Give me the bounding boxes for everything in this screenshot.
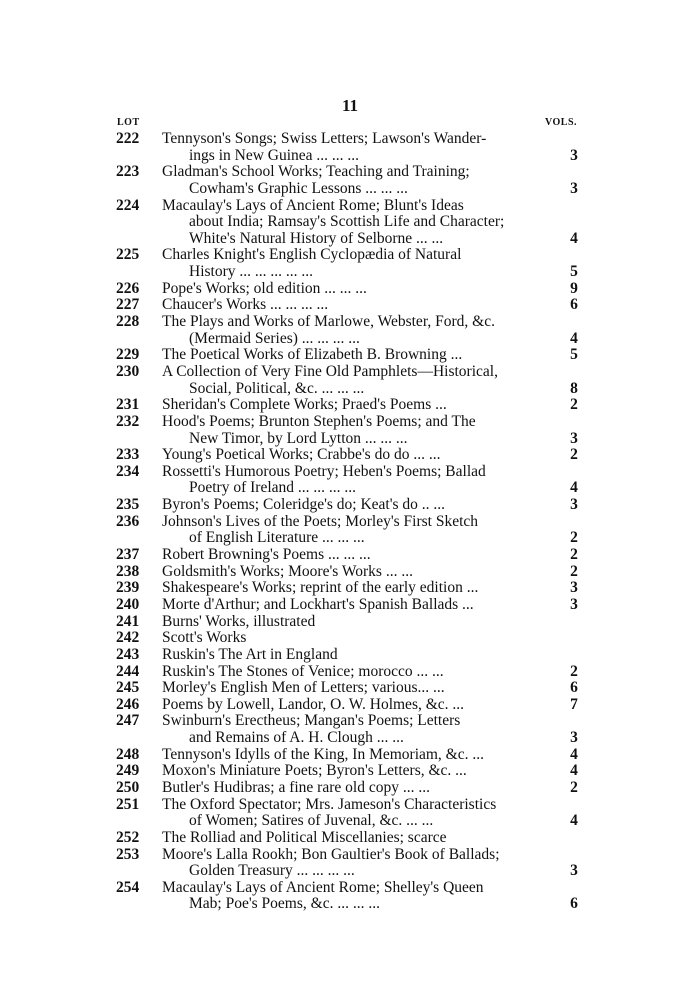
lot-continuation-line xyxy=(0,381,700,398)
lot-number: 244 xyxy=(116,662,140,680)
lot-description: Morley's English Men of Letters; various... ... xyxy=(162,680,445,697)
lot-number: 243 xyxy=(116,645,140,663)
lot-description: Shakespeare's Works; reprint of the early edition ... xyxy=(162,580,479,597)
lot-continuation-line xyxy=(0,863,700,880)
volume-count: 7 xyxy=(570,695,578,713)
lot-number: 228 xyxy=(116,313,140,331)
volume-count: 3 xyxy=(570,146,578,164)
lot-column-header: LOT xyxy=(117,117,140,128)
volume-count: 5 xyxy=(570,346,578,364)
lot-description: Poems by Lowell, Landor, O. W. Holmes, &c. ... xyxy=(162,696,465,713)
lot-description: ings in New Guinea ... ... ... xyxy=(189,147,360,164)
lot-line xyxy=(0,880,700,897)
volume-count: 4 xyxy=(570,762,578,780)
lot-number: 222 xyxy=(116,130,140,147)
lot-line xyxy=(0,198,700,215)
lot-description: Morte d'Arthur; and Lockhart's Spanish Ballads ... xyxy=(162,596,474,613)
volume-count: 8 xyxy=(570,379,578,397)
lot-number: 250 xyxy=(116,778,140,796)
lot-description: of English Literature ... ... ... xyxy=(189,530,365,547)
lot-line xyxy=(0,547,700,564)
lot-continuation-line xyxy=(0,148,700,165)
lot-continuation-line xyxy=(0,480,700,497)
lot-description: (Mermaid Series) ... ... ... ... xyxy=(189,330,360,347)
lot-description: Macaulay's Lays of Ancient Rome; Shelley's Queen xyxy=(162,879,484,896)
volume-count: 2 xyxy=(570,446,578,464)
lot-line xyxy=(0,780,700,797)
lot-number: 249 xyxy=(116,762,140,780)
lot-continuation-line xyxy=(0,181,700,198)
lot-number: 233 xyxy=(116,446,140,464)
lot-number: 248 xyxy=(116,745,140,763)
volume-count: 4 xyxy=(570,329,578,347)
lot-line xyxy=(0,497,700,514)
lot-line xyxy=(0,364,700,381)
lot-number: 230 xyxy=(116,362,140,380)
volume-count: 3 xyxy=(570,179,578,197)
lot-description: Burns' Works, illustrated xyxy=(162,613,316,630)
lot-line xyxy=(0,314,700,331)
lot-line xyxy=(0,697,700,714)
lot-number: 253 xyxy=(116,845,140,863)
lot-continuation-line xyxy=(0,214,700,231)
lot-number: 223 xyxy=(116,163,140,181)
volume-count: 4 xyxy=(570,229,578,247)
lot-number: 251 xyxy=(116,795,140,813)
lot-description: The Rolliad and Political Miscellanies; scarce xyxy=(162,829,447,846)
lot-description: A Collection of Very Fine Old Pamphlets—Historical, xyxy=(162,363,498,380)
lot-number: 226 xyxy=(116,279,140,297)
lot-description: The Poetical Works of Elizabeth B. Browning ... xyxy=(162,347,463,364)
lot-description: Byron's Poems; Coleridge's do; Keat's do .. ... xyxy=(162,497,446,514)
lot-description: Gladman's School Works; Teaching and Training; xyxy=(162,164,470,181)
lot-description: Ruskin's The Stones of Venice; morocco ... ... xyxy=(162,663,444,680)
vols-column-header: VOLS. xyxy=(545,117,578,128)
lot-description: of Women; Satires of Juvenal, &c. ... ... xyxy=(189,813,434,830)
lot-number: 227 xyxy=(116,296,140,314)
lot-description: White's Natural History of Selborne ... ... xyxy=(189,230,444,247)
lot-number: 235 xyxy=(116,496,140,514)
lot-description: New Timor, by Lord Lytton ... ... ... xyxy=(189,430,408,447)
lot-description: Swinburn's Erectheus; Mangan's Poems; Letters xyxy=(162,713,461,730)
volume-count: 3 xyxy=(570,862,578,880)
volume-count: 3 xyxy=(570,429,578,447)
lot-line xyxy=(0,464,700,481)
volume-count: 3 xyxy=(570,496,578,514)
lot-description: Scott's Works xyxy=(162,630,247,647)
lot-description: Rossetti's Humorous Poetry; Heben's Poems; Ballad xyxy=(162,463,486,480)
page-number: 11 xyxy=(341,96,359,115)
lot-number: 239 xyxy=(116,579,140,597)
lot-description: Butler's Hudibras; a fine rare old copy ... ... xyxy=(162,779,430,796)
volume-count: 5 xyxy=(570,263,578,281)
lot-number: 236 xyxy=(116,512,140,530)
lot-number: 245 xyxy=(116,679,140,697)
lot-line xyxy=(0,247,700,264)
lot-line xyxy=(0,564,700,581)
lot-line xyxy=(0,630,700,647)
lot-number: 241 xyxy=(116,612,140,630)
lot-description: Pope's Works; old edition ... ... ... xyxy=(162,280,367,297)
lot-description: Social, Political, &c. ... ... ... xyxy=(189,380,365,397)
volume-count: 9 xyxy=(570,279,578,297)
lot-number: 234 xyxy=(116,462,140,480)
lot-number: 229 xyxy=(116,346,140,364)
volume-count: 3 xyxy=(570,579,578,597)
lot-description: The Oxford Spectator; Mrs. Jameson's Characteristics xyxy=(162,796,497,813)
lot-description: Golden Treasury ... ... ... ... xyxy=(189,863,355,880)
lot-description: Cowham's Graphic Lessons ... ... ... xyxy=(189,180,408,197)
lot-number: 247 xyxy=(116,712,140,730)
lot-continuation-line xyxy=(0,264,700,281)
lot-description: Mab; Poe's Poems, &c. ... ... ... xyxy=(189,896,380,913)
volume-count: 2 xyxy=(570,778,578,796)
lot-number: 224 xyxy=(116,196,140,214)
lot-description: The Plays and Works of Marlowe, Webster, Ford, &c. xyxy=(162,314,495,331)
lot-continuation-line xyxy=(0,530,700,547)
lot-description: Sheridan's Complete Works; Praed's Poems ... xyxy=(162,397,447,414)
lot-line xyxy=(0,281,700,298)
lot-description: and Remains of A. H. Clough ... ... xyxy=(189,730,404,747)
volume-count: 4 xyxy=(570,745,578,763)
lot-line xyxy=(0,830,700,847)
lot-number: 237 xyxy=(116,546,140,564)
volume-count: 4 xyxy=(570,812,578,830)
lot-line xyxy=(0,713,700,730)
lot-description: Johnson's Lives of the Poets; Morley's First Sketch xyxy=(162,513,479,530)
lot-line xyxy=(0,414,700,431)
volume-count: 2 xyxy=(570,529,578,547)
lot-number: 240 xyxy=(116,595,140,613)
lot-continuation-line xyxy=(0,730,700,747)
lot-list xyxy=(0,131,700,913)
lot-continuation-line xyxy=(0,231,700,248)
lot-line xyxy=(0,847,700,864)
lot-description: History ... ... ... ... ... xyxy=(189,264,313,281)
lot-description: Macaulay's Lays of Ancient Rome; Blunt's Ideas xyxy=(162,197,464,214)
lot-continuation-line xyxy=(0,896,700,913)
volume-count: 6 xyxy=(570,679,578,697)
lot-line xyxy=(0,580,700,597)
lot-line xyxy=(0,747,700,764)
lot-description: Ruskin's The Art in England xyxy=(162,646,338,663)
lot-line xyxy=(0,763,700,780)
lot-line xyxy=(0,297,700,314)
lot-continuation-line xyxy=(0,813,700,830)
lot-line xyxy=(0,347,700,364)
lot-description: Hood's Poems; Brunton Stephen's Poems; and The xyxy=(162,413,476,430)
lot-line xyxy=(0,647,700,664)
lot-description: Moore's Lalla Rookh; Bon Gaultier's Book of Ballads; xyxy=(162,846,500,863)
lot-continuation-line xyxy=(0,431,700,448)
lot-description: about India; Ramsay's Scottish Life and Character; xyxy=(189,214,505,231)
volume-count: 3 xyxy=(570,595,578,613)
lot-line xyxy=(0,797,700,814)
lot-description: Chaucer's Works ... ... ... ... xyxy=(162,297,329,314)
volume-count: 4 xyxy=(570,479,578,497)
lot-number: 238 xyxy=(116,562,140,580)
volume-count: 2 xyxy=(570,662,578,680)
lot-line xyxy=(0,397,700,414)
lot-line xyxy=(0,614,700,631)
lot-description: Moxon's Miniature Poets; Byron's Letters, &c. ... xyxy=(162,763,467,780)
lot-description: Poetry of Ireland ... ... ... ... xyxy=(189,480,357,497)
lot-number: 242 xyxy=(116,629,140,647)
lot-line xyxy=(0,664,700,681)
lot-number: 246 xyxy=(116,695,140,713)
lot-description: Robert Browning's Poems ... ... ... xyxy=(162,547,371,564)
lot-number: 231 xyxy=(116,396,140,414)
lot-description: Charles Knight's English Cyclopædia of Natural xyxy=(162,247,462,264)
lot-line xyxy=(0,131,700,148)
volume-count: 6 xyxy=(570,296,578,314)
lot-description: Tennyson's Idylls of the King, In Memoriam, &c. ... xyxy=(162,746,484,763)
lot-line xyxy=(0,447,700,464)
lot-number: 254 xyxy=(116,878,140,896)
volume-count: 2 xyxy=(570,396,578,414)
lot-number: 232 xyxy=(116,412,140,430)
volume-count: 2 xyxy=(570,546,578,564)
lot-description: Tennyson's Songs; Swiss Letters; Lawson's Wander- xyxy=(162,131,487,147)
volume-count: 2 xyxy=(570,562,578,580)
volume-count: 6 xyxy=(570,895,578,913)
lot-line xyxy=(0,164,700,181)
lot-line xyxy=(0,680,700,697)
lot-line xyxy=(0,597,700,614)
lot-description: Goldsmith's Works; Moore's Works ... ... xyxy=(162,563,413,580)
lot-number: 252 xyxy=(116,828,140,846)
volume-count: 3 xyxy=(570,729,578,747)
lot-number: 225 xyxy=(116,246,140,264)
lot-description: Young's Poetical Works; Crabbe's do do ... ... xyxy=(162,447,441,464)
lot-continuation-line xyxy=(0,331,700,348)
lot-line xyxy=(0,514,700,531)
